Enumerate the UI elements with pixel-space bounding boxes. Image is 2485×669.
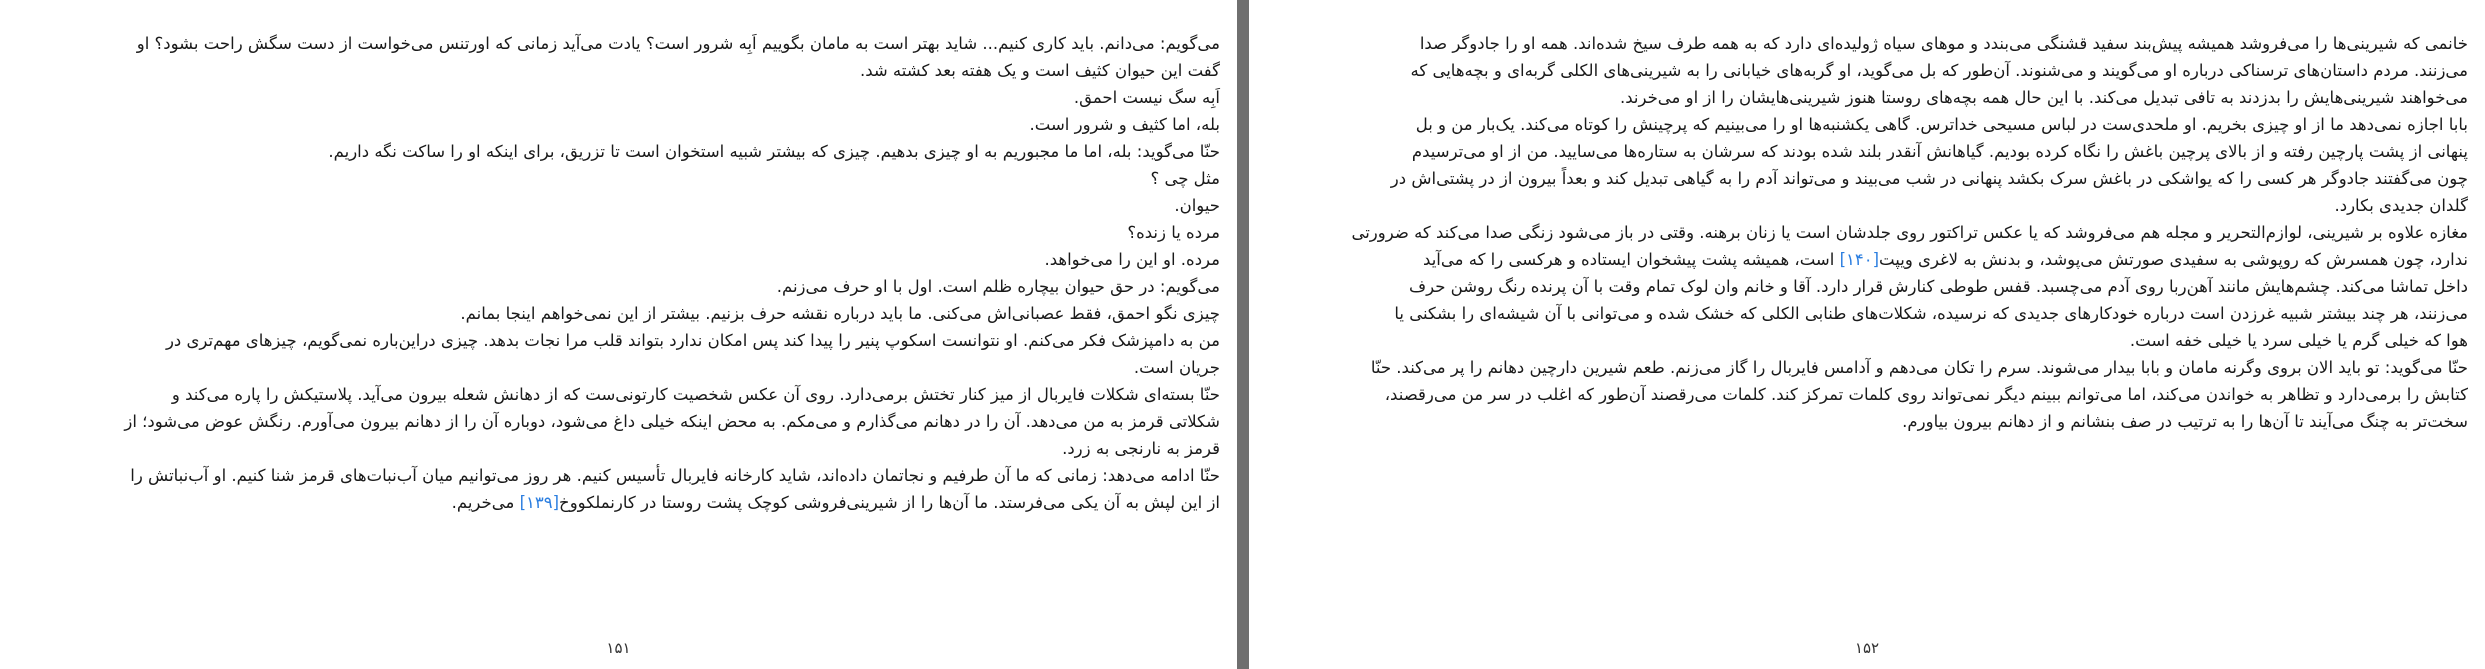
text-line: داخل تماشا می‌کند. چشم‌هایش مانند آهن‌ربا روی آدم می‌چسبد. قفس طوطی کنارش قرار دارد. آقا و خانم وان لوک تمام وقت با آن پرنده رنگ روشن حرف [1409, 277, 2468, 296]
text-line: از این لپش به آن یکی می‌فرستد. ما آن‌ها را از شیرینی‌فروشی کوچک پشت روستا در کارنملکووخ[۱۳۹] می‌خریم. [451, 493, 1220, 512]
text-line: کتابش را برمی‌دارد و تظاهر به خواندن می‌کند، اما می‌توانم ببینم دیگر نمی‌تواند روی کلمات تمرکز کند. کلمات می‌رقصند آن‌طور که اغلب در سر من می‌رقصند، [1384, 385, 2468, 404]
text-line: سخت‌تر به چنگ می‌آیند تا آن‌ها را به ترتیب در صف بنشانم و از دهانم بیرون بیاورم. [1902, 412, 2468, 431]
text-line: حنّا می‌گوید: تو باید الان بروی وگرنه مامان و بابا بیدار می‌شوند. سرم را تکان می‌دهم و آدامس فایربال را گاز می‌زنم. طعم شیرین دارچین دهانم را پر می‌کند. حنّا [1370, 358, 2468, 377]
text-line: می‌گویم: می‌دانم. باید کاری کنیم... شاید بهتر است به مامان بگوییم اَبِه شرور است؟ یادت می‌آید زمانی که اورتنس می‌خواست از دست سگش راحت بشود؟ او [136, 34, 1220, 53]
text-line: اَبِه سگ نیست احمق. [1073, 88, 1220, 107]
text-line: می‌زنند، هر چند بیشتر شبیه غرزدن است درباره خودکارهای جدیدی که نرسیده، شکلات‌های طنابی الکلی که خشک شده و می‌توانی با آن شیشه‌ای را بشکنی یا [1394, 304, 2468, 323]
text-line: قرمز به نارنجی به زرد. [1062, 439, 1220, 458]
text-line: من به دامپزشک فکر می‌کنم. او نتوانست اسکوپ پنیر را پیدا کند پس امکان ندارد بتواند قلب مرا نجات بدهد. چیزی دراین‌باره نمی‌گویم، چیزهای مهم‌تری در [165, 331, 1220, 350]
text-line: گفت این حیوان کثیف است و یک هفته بعد کشته شد. [859, 61, 1220, 80]
text-line: حنّا می‌گوید: بله، اما ما مجبوریم به او چیزی بدهیم. چیزی که بیشتر شبیه استخوان است تا تزریق، برای اینکه او را ساکت نگه داریم. [328, 142, 1220, 161]
text-line: بابا اجازه نمی‌دهد ما از او چیزی بخریم. او ملحدی‌ست در لباس مسیحی خداترس. گاهی یکشنبه‌ها او را می‌بینیم که پرچینش را کوتاه می‌کند. یک‌بار من و بل [1415, 115, 2468, 134]
page-number: ۱۵۲ [1854, 639, 1880, 657]
text-line: مرده یا زنده؟ [1127, 223, 1220, 242]
page-gutter [1237, 0, 1249, 669]
text-line: ندارد، چون همسرش که روپوشی به سفیدی صورتش می‌پوشد، و بدنش به لاغری ویپت[۱۴۰] است، همیشه پشت پیشخوان ایستاده و هرکسی را که می‌آید [1423, 250, 2468, 269]
footnote-ref-link[interactable]: [۱۳۹] [519, 493, 560, 512]
text-line: مثل چی ؟ [1150, 169, 1220, 188]
text-line: مغازه علاوه بر شیرینی، لوازم‌التحریر و مجله هم می‌فروشد که یا عکس تراکتور روی جلدشان است یا زنان برهنه. وقتی در باز می‌شود زنگی صدا می‌کند که ضرورتی [1351, 223, 2468, 242]
left-page-text [26, 30, 1220, 516]
text-line: حنّا بسته‌ای شکلات فایربال از میز کنار تختش برمی‌دارد. روی آن عکس شخصیت کارتونی‌ست که از دهانش شعله بیرون می‌آید. پلاستیکش را پاره می‌کند و [171, 385, 1220, 404]
text-line: حنّا ادامه می‌دهد: زمانی که ما آن طرفیم و نجاتمان داده‌اند، شاید کارخانه فایربال تأسیس کنیم. هر روز می‌توانیم میان آب‌نبات‌های قرمز شنا کنیم. او آب‌نباتش را [130, 466, 1220, 485]
left-page [0, 0, 1237, 669]
text-line: جریان است. [1133, 358, 1220, 377]
text-line: حیوان. [1174, 196, 1220, 215]
footnote-ref-link[interactable]: [۱۴۰] [1839, 250, 1880, 269]
text-line: می‌خواهند شیرینی‌هایش را بدزدند به تافی تبدیل می‌کند. با این حال همه بچه‌های روستا هنوز شیرینی‌هایشان را از او می‌خرند. [1619, 88, 2468, 107]
text-line: می‌گویم: در حق حیوان بیچاره ظلم است. اول با او حرف می‌زنم. [776, 277, 1220, 296]
text-line: گلدان جدیدی بکارد. [2334, 196, 2468, 215]
text-line: چیزی نگو احمق، فقط عصبانی‌اش می‌کنی. ما باید درباره نقشه حرف بزنیم. بیشتر از این نمی‌خواهم اینجا بمانم. [460, 304, 1220, 323]
text-line: می‌زنند. مردم داستان‌های ترسناکی درباره او می‌گویند و می‌شنوند. آن‌طور که بل می‌گوید، او گربه‌های خیابانی را به شیرینی‌های الکلی گربه‌ای و بچه‌هایی که [1410, 61, 2468, 80]
text-line: شکلاتی قرمز به من می‌دهد. آن را در دهانم می‌گذارم و می‌مکم. به محض اینکه خیلی داغ می‌شود، دوباره آن را از دهانم بیرون می‌آورم. رنگش عوض می‌شود؛ از [124, 412, 1220, 431]
right-page [1249, 0, 2485, 669]
text-line: خانمی که شیرینی‌ها را می‌فروشد همیشه پیش‌بند سفید قشنگی می‌بندد و موهای سیاه ژولیده‌ای دارد که به همه طرف سیخ شده‌اند. همه او را جادوگر صدا [1419, 34, 2468, 53]
text-line: هوا که خیلی گرم یا خیلی سرد یا خیلی خفه است. [2129, 331, 2468, 350]
text-line: پنهانی از پشت پارچین رفته و از بالای پرچین باغش را نگاه کرده بودیم. گیاهانش آنقدر بلند شده بودند که سرشان به ستاره‌ها می‌سایید. من از او می‌ترسیدم [1411, 142, 2468, 161]
page-number: ۱۵۱ [606, 639, 631, 657]
text-line: بله، اما کثیف و شرور است. [1029, 115, 1220, 134]
text-line: مرده. او این را می‌خواهد. [1044, 250, 1220, 269]
right-page-text [1275, 30, 2468, 435]
text-line: چون می‌گفتند جادوگر هر کسی را که یواشکی در باغش سرک بکشد پنهانی در شب می‌بیند و می‌تواند آدم را به گیاهی تبدیل کند و بعداً بیرون از در پشتی‌اش در [1390, 169, 2468, 188]
